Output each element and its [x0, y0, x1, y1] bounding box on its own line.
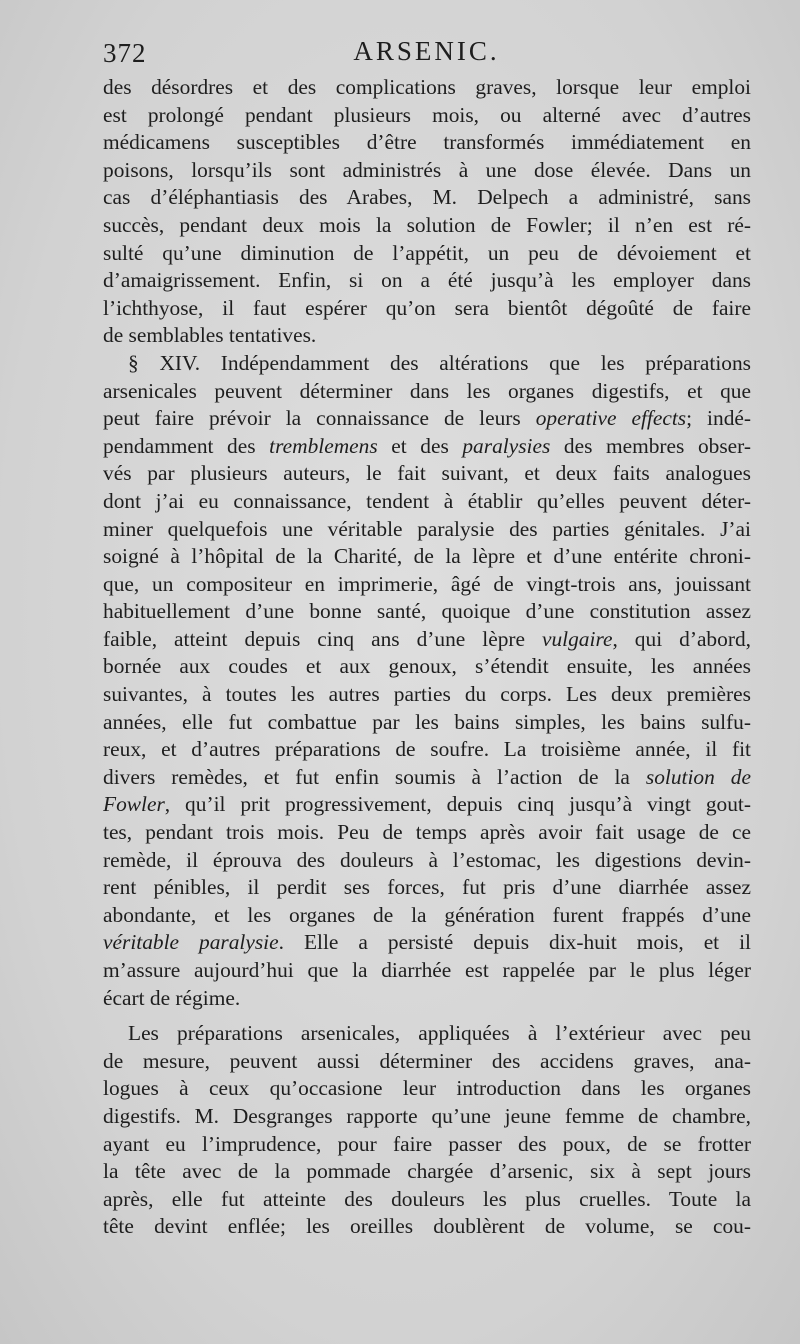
- text-line: des désordres et des complications graves, lorsque leur emploi: [103, 75, 751, 99]
- text-line: après, elle fut atteinte des douleurs les plus cruelles. Toute la: [103, 1186, 751, 1211]
- text-line: [103, 626, 751, 654]
- page-header: [103, 36, 750, 76]
- text-line: arsenicales peuvent déterminer dans les organes digestifs, et que: [103, 378, 751, 403]
- italic-segment: tremblemens: [269, 433, 378, 458]
- text-line: digestifs. M. Desgranges rapporte qu’une jeune femme de chambre,: [103, 1103, 751, 1128]
- text-segment: pendamment des: [103, 433, 270, 458]
- text-line: années, elle fut combattue par les bains simples, les bains sulfu-: [103, 709, 751, 734]
- text-segment: ; indé-: [686, 406, 751, 431]
- text-line: écart de régime.: [103, 985, 241, 1010]
- text-line: habituellement d’une bonne santé, quoique d’une constitution assez: [103, 599, 751, 624]
- running-title: ARSENIC.: [353, 36, 500, 66]
- text-segment: et des: [377, 433, 463, 458]
- text-line: [103, 929, 751, 957]
- text-line: l’ichthyose, il faut espérer qu’on sera bientôt dégoûté de faire: [103, 295, 751, 320]
- text-line: reux, et d’autres préparations de soufre. La troisième année, il fit: [103, 737, 751, 762]
- text-segment: , qui d’abord,: [612, 626, 751, 651]
- text-segment: faible, atteint depuis cinq ans d’une lèpre: [103, 626, 542, 651]
- text-line: logues à ceux qu’occasione leur introduction dans les organes: [103, 1076, 751, 1101]
- text-line: de mesure, peuvent aussi déterminer des accidens graves, ana-: [103, 1048, 751, 1073]
- text-line: [103, 764, 751, 792]
- italic-segment: paralysies: [462, 433, 551, 458]
- text-segment: , qu’il prit progressivement, depuis cinq jusqu’à vingt gout-: [164, 792, 751, 817]
- text-line: tes, pendant trois mois. Peu de temps après avoir fait usage de ce: [103, 820, 751, 845]
- text-segment: des membres obser-: [550, 433, 751, 458]
- page-number: 372: [103, 38, 147, 68]
- text-line: que, un compositeur en imprimerie, âgé de vingt-trois ans, jouissant: [103, 571, 751, 596]
- text-line: ayant eu l’imprudence, pour faire passer des poux, de se frotter: [103, 1131, 751, 1156]
- text-segment: divers remèdes, et fut enfin soumis à l’action de la: [103, 764, 646, 789]
- text-line: la tête avec de la pommade chargée d’arsenic, six à sept jours: [103, 1159, 751, 1184]
- text-line: de semblables tentatives.: [103, 323, 317, 348]
- text-line: bornée aux coudes et aux genoux, s’étendit ensuite, les années: [103, 654, 751, 679]
- text-line: d’amaigrissement. Enfin, si on a été jusqu’à les employer dans: [103, 268, 751, 293]
- text-line: succès, pendant deux mois la solution de Fowler; il n’en est ré-: [103, 212, 751, 237]
- text-line: sulté qu’une diminution de l’appétit, un peu de dévoiement et: [103, 240, 751, 265]
- text-line: [103, 433, 751, 461]
- text-line: [103, 405, 751, 433]
- text-line: médicamens susceptibles d’être transformés immédiatement en: [103, 130, 751, 155]
- text-line: § XIV. Indépendamment des altérations que les préparations: [128, 350, 751, 375]
- text-line: remède, il éprouva des douleurs à l’estomac, les digestions devin-: [103, 847, 751, 872]
- text-line: est prolongé pendant plusieurs mois, ou alterné avec d’autres: [103, 102, 751, 127]
- text-line: poisons, lorsqu’ils sont administrés à une dose élevée. Dans un: [103, 157, 751, 182]
- italic-segment: véritable paralysie: [103, 930, 279, 955]
- text-line: miner quelquefois une véritable paralysie des parties génitales. J’ai: [103, 516, 751, 541]
- text-line: [103, 791, 751, 819]
- paragraph-gap: [103, 1012, 751, 1020]
- text-line: soigné à l’hôpital de la Charité, de la lèpre et d’une entérite chroni-: [103, 544, 751, 569]
- text-segment: . Elle a persisté depuis dix-huit mois, et il: [278, 930, 751, 955]
- text-line: Les préparations arsenicales, appliquées à l’extérieur avec peu: [128, 1021, 751, 1046]
- text-line: vés par plusieurs auteurs, le fait suivant, et deux faits analogues: [103, 461, 751, 486]
- italic-segment: operative effects: [535, 406, 687, 431]
- italic-segment: Fowler: [103, 792, 165, 817]
- text-line: m’assure aujourd’hui que la diarrhée est rappelée par le plus léger: [103, 958, 751, 982]
- text-line: rent pénibles, il perdit ses forces, fut pris d’une diarrhée assez: [103, 875, 751, 900]
- text-line: cas d’éléphantiasis des Arabes, M. Delpech a administré, sans: [103, 185, 751, 210]
- text-line: suivantes, à toutes les autres parties du corps. Les deux premières: [103, 682, 751, 707]
- text-line: abondante, et les organes de la génération furent frappés d’une: [103, 902, 751, 927]
- italic-segment: vulgaire: [541, 626, 613, 651]
- text-line: tête devint enflée; les oreilles doublèrent de volume, se cou-: [103, 1214, 751, 1239]
- body-text: [103, 74, 751, 1241]
- text-segment: peut faire prévoir la connaissance de leurs: [103, 406, 536, 431]
- text-line: dont j’ai eu connaissance, tendent à établir qu’elles peuvent déter-: [103, 488, 751, 513]
- italic-segment: solution de: [645, 764, 751, 789]
